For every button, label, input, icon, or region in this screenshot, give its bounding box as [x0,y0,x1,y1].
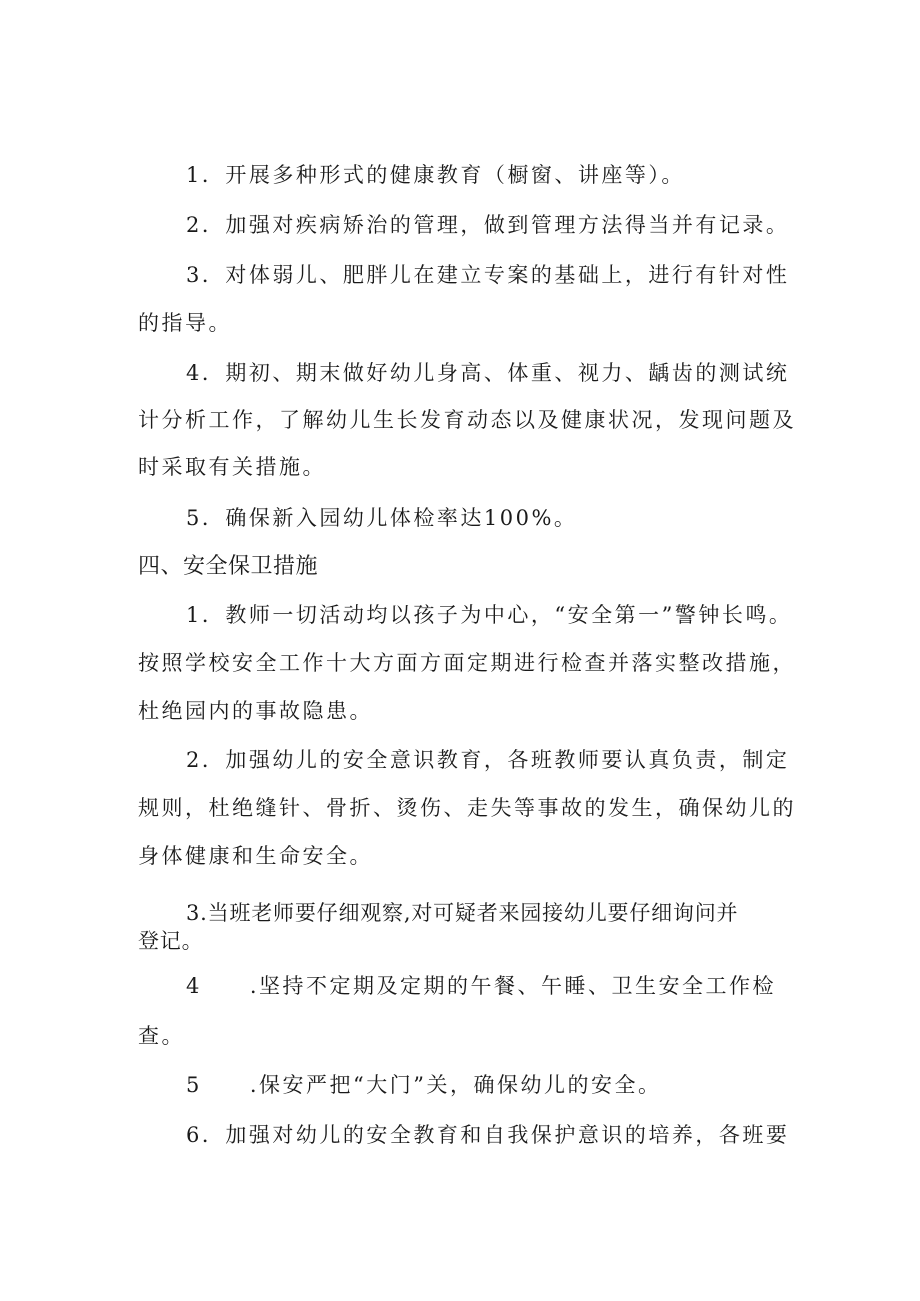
item-number: 5 [186,1073,202,1097]
item-number: 5 [186,506,202,530]
item-number: 1 [186,163,202,187]
safety-item-5 [186,1070,662,1100]
item-number: 4 [186,361,202,385]
safety-item-2-continuation: 身体健康和生命安全。 [138,844,373,868]
health-item-4 [186,358,789,388]
safety-item-2 [186,745,789,775]
health-item-5 [186,503,577,533]
item-text-line: ．开展多种形式的健康教育（橱窗、讲座等）。 [201,163,685,187]
safety-item-3-continuation: 登记。 [138,929,204,953]
safety-item-4-continuation: 查。 [138,1024,185,1048]
item-text-line: ．确保新入园幼儿体检率达100%。 [201,506,578,530]
item-number: 3 [186,901,201,925]
health-item-3-continuation: 的指导。 [138,311,232,335]
health-item-4-continuation: 时采取有关措施。 [138,455,326,479]
item-text-line: ．对体弱儿、肥胖儿在建立专案的基础上，进行有针对性 [201,263,790,287]
item-text-line: .保安严把“大门”关，确保幼儿的安全。 [249,1073,662,1097]
item-text-line: .坚持不定期及定期的午餐、午睡、卫生安全工作检 [249,974,777,998]
item-number: 4 [186,974,202,998]
safety-item-1-continuation: 杜绝园内的事故隐患。 [138,699,373,723]
health-item-1 [186,160,685,190]
item-text-line: ．加强幼儿的安全意识教育，各班教师要认真负责，制定 [201,748,790,772]
item-number: 2 [186,213,202,237]
item-text-line: ．加强对幼儿的安全教育和自我保护意识的培养，各班要 [201,1123,790,1147]
safety-item-1-continuation: 按照学校安全工作十大方面方面定期进行检查并落实整改措施， [138,651,796,675]
safety-item-6 [186,1120,789,1150]
safety-item-4 [186,971,776,1001]
safety-item-3 [186,898,738,928]
item-text-line: ．加强对疾病矫治的管理，做到管理方法得当并有记录。 [201,213,790,237]
item-text-line: ．期初、期末做好幼儿身高、体重、视力、龋齿的测试统 [201,361,790,385]
item-number: 6 [186,1123,202,1147]
health-item-3 [186,260,789,290]
safety-item-2-continuation: 规则，杜绝缝针、骨折、烫伤、走失等事故的发生，确保幼儿的 [138,796,796,820]
item-text-line: ．教师一切活动均以孩子为中心，“安全第一”警钟长鸣。 [201,603,793,627]
health-item-4-continuation: 计分析工作，了解幼儿生长发育动态以及健康状况，发现问题及 [138,408,796,432]
section-heading: 四、安全保卫措施 [138,554,319,579]
item-number: 2 [186,748,202,772]
item-number: 1 [186,603,202,627]
item-number: 3 [186,263,202,287]
item-text-line: .当班老师要仔细观察,对可疑者来园接幼儿要仔细询问并 [200,901,739,925]
safety-item-1 [186,600,792,630]
health-item-2 [186,210,789,240]
